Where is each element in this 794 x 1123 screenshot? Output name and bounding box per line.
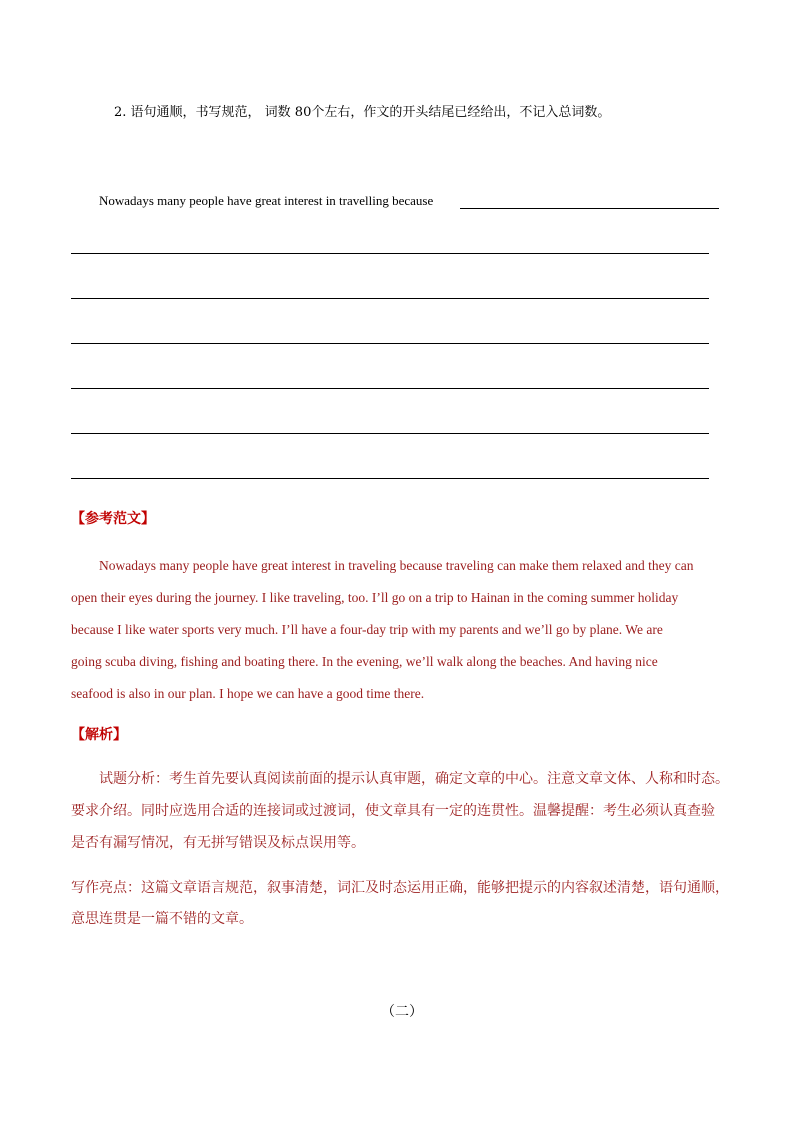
highlight-line: 写作亮点：这篇文章语言规范，叙事清楚，词汇及时态运用正确，能够把提示的内容叙述清楚，语句通顺， (71, 880, 729, 896)
writing-line[interactable] (71, 343, 709, 344)
analysis-line: 试题分析：考生首先要认真阅读前面的提示认真审题，确定文章的中心。注意文章文体、人称和时态。 (99, 771, 729, 787)
writing-line[interactable] (71, 478, 709, 479)
model-essay-line: going scuba diving, fishing and boating there. In the evening, we’ll walk along the beaches. And having nice (71, 654, 658, 669)
writing-highlight (71, 873, 731, 935)
writing-line[interactable] (71, 253, 709, 254)
requirement-text: 语句通顺，书写规范， 词数 80个左右，作文的开头结尾已经给出，不记入总词数。 (130, 105, 611, 120)
model-essay-heading: 【参考范文】 (71, 511, 155, 527)
model-essay-line: Nowadays many people have great interest in traveling because traveling can make them relaxed and they can (99, 558, 694, 573)
writing-line[interactable] (71, 388, 709, 389)
writing-line[interactable] (71, 433, 709, 434)
requirement-line (114, 101, 610, 120)
analysis-body (71, 763, 731, 859)
analysis-line: 要求介绍。同时应选用合适的连接词或过渡词，使文章具有一定的连贯性。温馨提醒：考生必须认真查验 (71, 803, 715, 819)
analysis-heading: 【解析】 (71, 727, 127, 743)
analysis-line: 是否有漏写情况，有无拼写错误及标点误用等。 (71, 835, 365, 851)
writing-prompt: Nowadays many people have great interest in travelling because (99, 193, 434, 208)
requirement-number: 2. (114, 105, 127, 120)
model-essay-line: open their eyes during the journey. I like traveling, too. I’ll go on a trip to Hainan in the coming summer holiday (71, 590, 679, 605)
model-essay (71, 550, 731, 710)
prompt-answer-blank[interactable] (460, 208, 719, 209)
model-essay-line: seafood is also in our plan. I hope we can have a good time there. (71, 686, 425, 701)
writing-line[interactable] (71, 298, 709, 299)
model-essay-line: because I like water sports very much. I’ll have a four-day trip with my parents and we’ll go by plane. We are (71, 622, 663, 637)
highlight-line: 意思连贯是一篇不错的文章。 (71, 911, 253, 927)
next-part-marker: （二） (381, 1004, 423, 1020)
